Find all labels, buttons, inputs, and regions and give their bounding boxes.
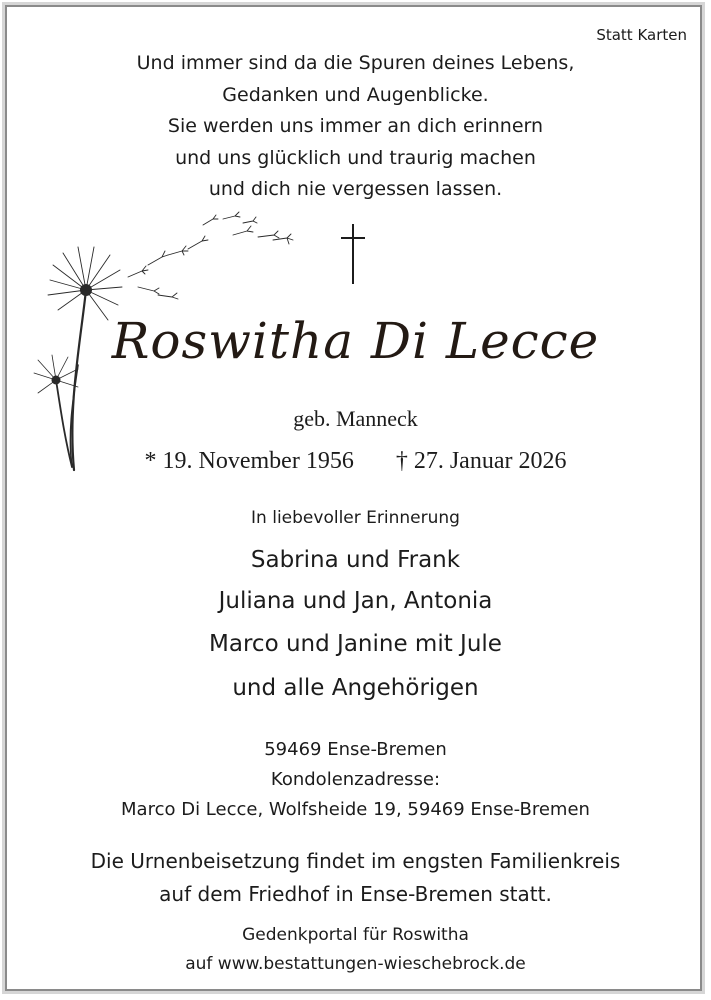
family-line: Juliana und Jan, Antonia bbox=[218, 588, 493, 614]
born-name: geb. Manneck bbox=[293, 406, 418, 431]
poem-line: Und immer sind da die Spuren deines Lebens, bbox=[136, 52, 575, 74]
poem bbox=[0, 48, 711, 206]
burial-line: Die Urnenbeisetzung findet im engsten Familienkreis bbox=[90, 849, 621, 873]
portal-line: Gedenkportal für Roswitha bbox=[242, 925, 469, 945]
death-date: † 27. Januar 2026 bbox=[395, 448, 567, 474]
burial-line: auf dem Friedhof in Ense-Bremen statt. bbox=[159, 882, 552, 906]
life-dates bbox=[0, 448, 711, 475]
address-line: Marco Di Lecce, Wolfsheide 19, 59469 Ense-Bremen bbox=[121, 799, 590, 820]
address-block bbox=[0, 735, 711, 825]
family-line: Sabrina und Frank bbox=[250, 547, 461, 573]
poem-line: Sie werden uns immer an dich erinnern bbox=[167, 115, 544, 137]
family-line: und alle Angehörigen bbox=[232, 675, 479, 701]
birth-date: * 19. November 1956 bbox=[144, 448, 354, 474]
portal-link[interactable]: auf www.bestattungen-wieschebrock.de bbox=[185, 954, 526, 974]
poem-line: und uns glücklich und traurig machen bbox=[175, 146, 536, 169]
address-line: 59469 Ense-Bremen bbox=[264, 739, 447, 760]
address-line: Kondolenzadresse: bbox=[270, 769, 441, 790]
statt-karten-label: Statt Karten bbox=[596, 26, 687, 44]
poem-line: und dich nie vergessen lassen. bbox=[208, 178, 503, 200]
poem-line: Gedanken und Augenblicke. bbox=[222, 83, 489, 106]
burial-notice bbox=[0, 845, 711, 911]
memorial-portal bbox=[0, 921, 711, 979]
remembrance-label: In liebevoller Erinnerung bbox=[251, 508, 460, 528]
cross-icon bbox=[340, 222, 366, 286]
deceased-name: Roswitha Di Lecce bbox=[111, 312, 600, 370]
family-line: Marco und Janine mit Jule bbox=[209, 631, 502, 657]
